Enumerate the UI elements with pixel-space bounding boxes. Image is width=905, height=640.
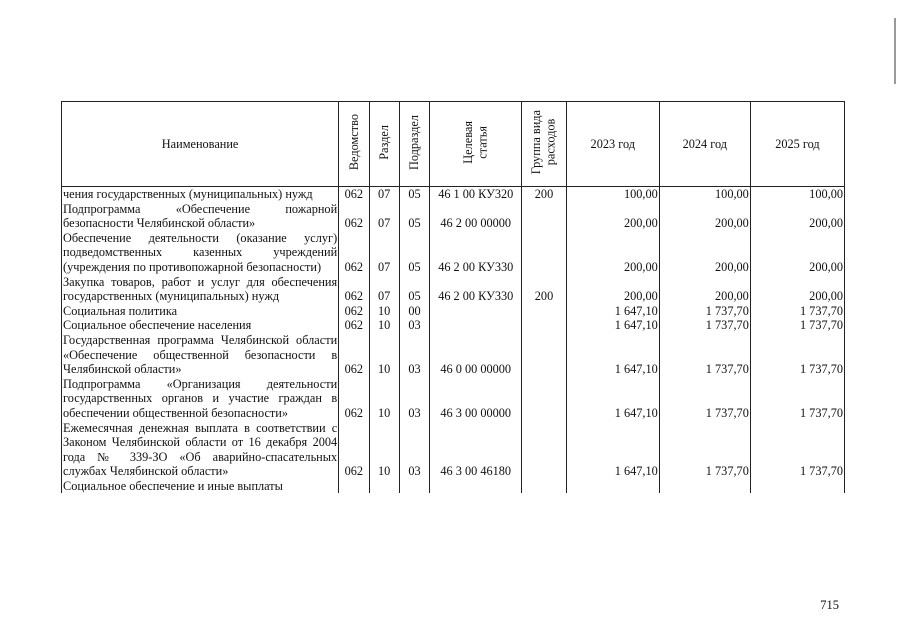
- row-name: Ежемесячная денежная выплата в соответствии с Законом Челябинской области от 16 декабря 2004 года № 339-ЗО «Об аварийно-спасательных службах Челябинской области»: [63, 420, 338, 479]
- row-amount-2023: 1 647,10: [566, 304, 659, 319]
- row-target-article: [430, 304, 522, 319]
- row-target-article: 46 2 00 КУ330: [430, 231, 522, 275]
- row-amount-2025: 1 737,70: [750, 421, 844, 479]
- header-year-2024: 2024 год: [659, 102, 750, 187]
- row-amount-2025: 1 737,70: [750, 318, 844, 333]
- row-vedomstvo: [339, 479, 369, 494]
- row-expense-group: [522, 202, 567, 231]
- row-amount-2025: 1 737,70: [750, 333, 844, 377]
- row-razdel: 10: [369, 377, 399, 421]
- row-razdel: 07: [369, 202, 399, 231]
- row-name: Подпрограмма «Обеспечение пожарной безопасности Челябинской области»: [63, 201, 338, 231]
- row-razdel: 10: [369, 304, 399, 319]
- row-target-article: [430, 318, 522, 333]
- row-razdel: 10: [369, 318, 399, 333]
- row-amount-2024: 1 737,70: [659, 333, 750, 377]
- row-target-article: 46 2 00 КУ330: [430, 275, 522, 304]
- row-amount-2024: 200,00: [659, 231, 750, 275]
- row-podrazdel: 03: [399, 333, 429, 377]
- row-razdel: [369, 479, 399, 494]
- row-expense-group: [522, 318, 567, 333]
- budget-table: [61, 101, 845, 493]
- row-amount-2023: 200,00: [566, 231, 659, 275]
- row-vedomstvo: 062: [339, 187, 369, 202]
- row-amount-2023: 200,00: [566, 275, 659, 304]
- row-target-article: [430, 479, 522, 494]
- row-target-article: 46 1 00 КУ320: [430, 187, 522, 202]
- row-expense-group: [522, 377, 567, 421]
- row-expense-group: 200: [522, 187, 567, 202]
- row-amount-2023: 100,00: [566, 187, 659, 202]
- table-row: [62, 187, 845, 202]
- row-name: Социальное обеспечение и иные выплаты: [62, 479, 339, 494]
- row-podrazdel: 03: [399, 377, 429, 421]
- table-row: [62, 421, 845, 479]
- row-amount-2023: 1 647,10: [566, 333, 659, 377]
- row-podrazdel: 05: [399, 275, 429, 304]
- header-podrazdel: Подраздел: [399, 102, 429, 187]
- row-amount-2024: [659, 479, 750, 494]
- header-row: [62, 102, 845, 187]
- row-name: Обеспечение деятельности (оказание услуг) подведомственных казенных учреждений (учреждения по противопожарной безопасности): [63, 230, 338, 274]
- table-row: [62, 275, 845, 304]
- row-vedomstvo: 062: [339, 333, 369, 377]
- row-razdel: 07: [369, 187, 399, 202]
- row-amount-2024: 1 737,70: [659, 377, 750, 421]
- header-year-2023: 2023 год: [566, 102, 659, 187]
- row-amount-2025: [750, 479, 844, 494]
- header-year-2025: 2025 год: [750, 102, 844, 187]
- table-row: [62, 231, 845, 275]
- row-target-article: 46 3 00 46180: [430, 421, 522, 479]
- table-row: [62, 304, 845, 319]
- row-amount-2023: 1 647,10: [566, 318, 659, 333]
- row-expense-group: [522, 304, 567, 319]
- row-target-article: 46 3 00 00000: [430, 377, 522, 421]
- row-podrazdel: [399, 479, 429, 494]
- row-podrazdel: 05: [399, 231, 429, 275]
- header-name: Наименование: [62, 102, 339, 187]
- row-razdel: 07: [369, 275, 399, 304]
- row-expense-group: [522, 333, 567, 377]
- table-body: [62, 187, 845, 494]
- row-vedomstvo: 062: [339, 421, 369, 479]
- row-expense-group: 200: [522, 275, 567, 304]
- row-amount-2023: 200,00: [566, 202, 659, 231]
- row-amount-2024: 1 737,70: [659, 421, 750, 479]
- header-vedomstvo: Ведомство: [339, 102, 369, 187]
- row-razdel: 10: [369, 421, 399, 479]
- table-row: [62, 202, 845, 231]
- row-amount-2025: 200,00: [750, 231, 844, 275]
- row-amount-2024: 1 737,70: [659, 304, 750, 319]
- row-expense-group: [522, 421, 567, 479]
- table-row: [62, 377, 845, 421]
- row-amount-2025: 1 737,70: [750, 377, 844, 421]
- scan-edge-mark: [894, 18, 896, 84]
- row-razdel: 07: [369, 231, 399, 275]
- row-vedomstvo: 062: [339, 231, 369, 275]
- row-amount-2023: 1 647,10: [566, 377, 659, 421]
- row-target-article: 46 2 00 00000: [430, 202, 522, 231]
- header-expense-group: Группа вида расходов: [522, 102, 567, 187]
- row-vedomstvo: 062: [339, 377, 369, 421]
- row-vedomstvo: 062: [339, 275, 369, 304]
- row-amount-2024: 1 737,70: [659, 318, 750, 333]
- page-number: 715: [820, 598, 839, 612]
- row-podrazdel: 05: [399, 187, 429, 202]
- row-amount-2025: 1 737,70: [750, 304, 844, 319]
- row-target-article: 46 0 00 00000: [430, 333, 522, 377]
- row-amount-2023: 1 647,10: [566, 421, 659, 479]
- row-podrazdel: 03: [399, 421, 429, 479]
- row-podrazdel: 00: [399, 304, 429, 319]
- row-amount-2024: 200,00: [659, 202, 750, 231]
- row-razdel: 10: [369, 333, 399, 377]
- row-vedomstvo: 062: [339, 318, 369, 333]
- row-name: Государственная программа Челябинской области «Обеспечение общественной безопасности в Челябинской области»: [63, 332, 338, 377]
- row-name: Социальная политика: [62, 304, 339, 319]
- header-razdel: Раздел: [369, 102, 399, 187]
- row-vedomstvo: 062: [339, 304, 369, 319]
- table-row: [62, 479, 845, 494]
- row-name: Закупка товаров, работ и услуг для обеспечения государственных (муниципальных) нужд: [63, 274, 338, 304]
- table-row: [62, 318, 845, 333]
- row-name: Подпрограмма «Организация деятельности государственных органов и участие граждан в обеспечении общественной безопасности»: [63, 376, 338, 420]
- row-expense-group: [522, 231, 567, 275]
- row-amount-2025: 200,00: [750, 202, 844, 231]
- row-vedomstvo: 062: [339, 202, 369, 231]
- row-name: чения государственных (муниципальных) нужд: [62, 187, 339, 202]
- table-row: [62, 333, 845, 377]
- row-amount-2023: [566, 479, 659, 494]
- row-podrazdel: 05: [399, 202, 429, 231]
- header-target-article: Целевая статья: [430, 102, 522, 187]
- row-podrazdel: 03: [399, 318, 429, 333]
- row-amount-2025: 200,00: [750, 275, 844, 304]
- row-amount-2025: 100,00: [750, 187, 844, 202]
- row-name: Социальное обеспечение населения: [62, 318, 339, 333]
- row-expense-group: [522, 479, 567, 494]
- row-amount-2024: 200,00: [659, 275, 750, 304]
- row-amount-2024: 100,00: [659, 187, 750, 202]
